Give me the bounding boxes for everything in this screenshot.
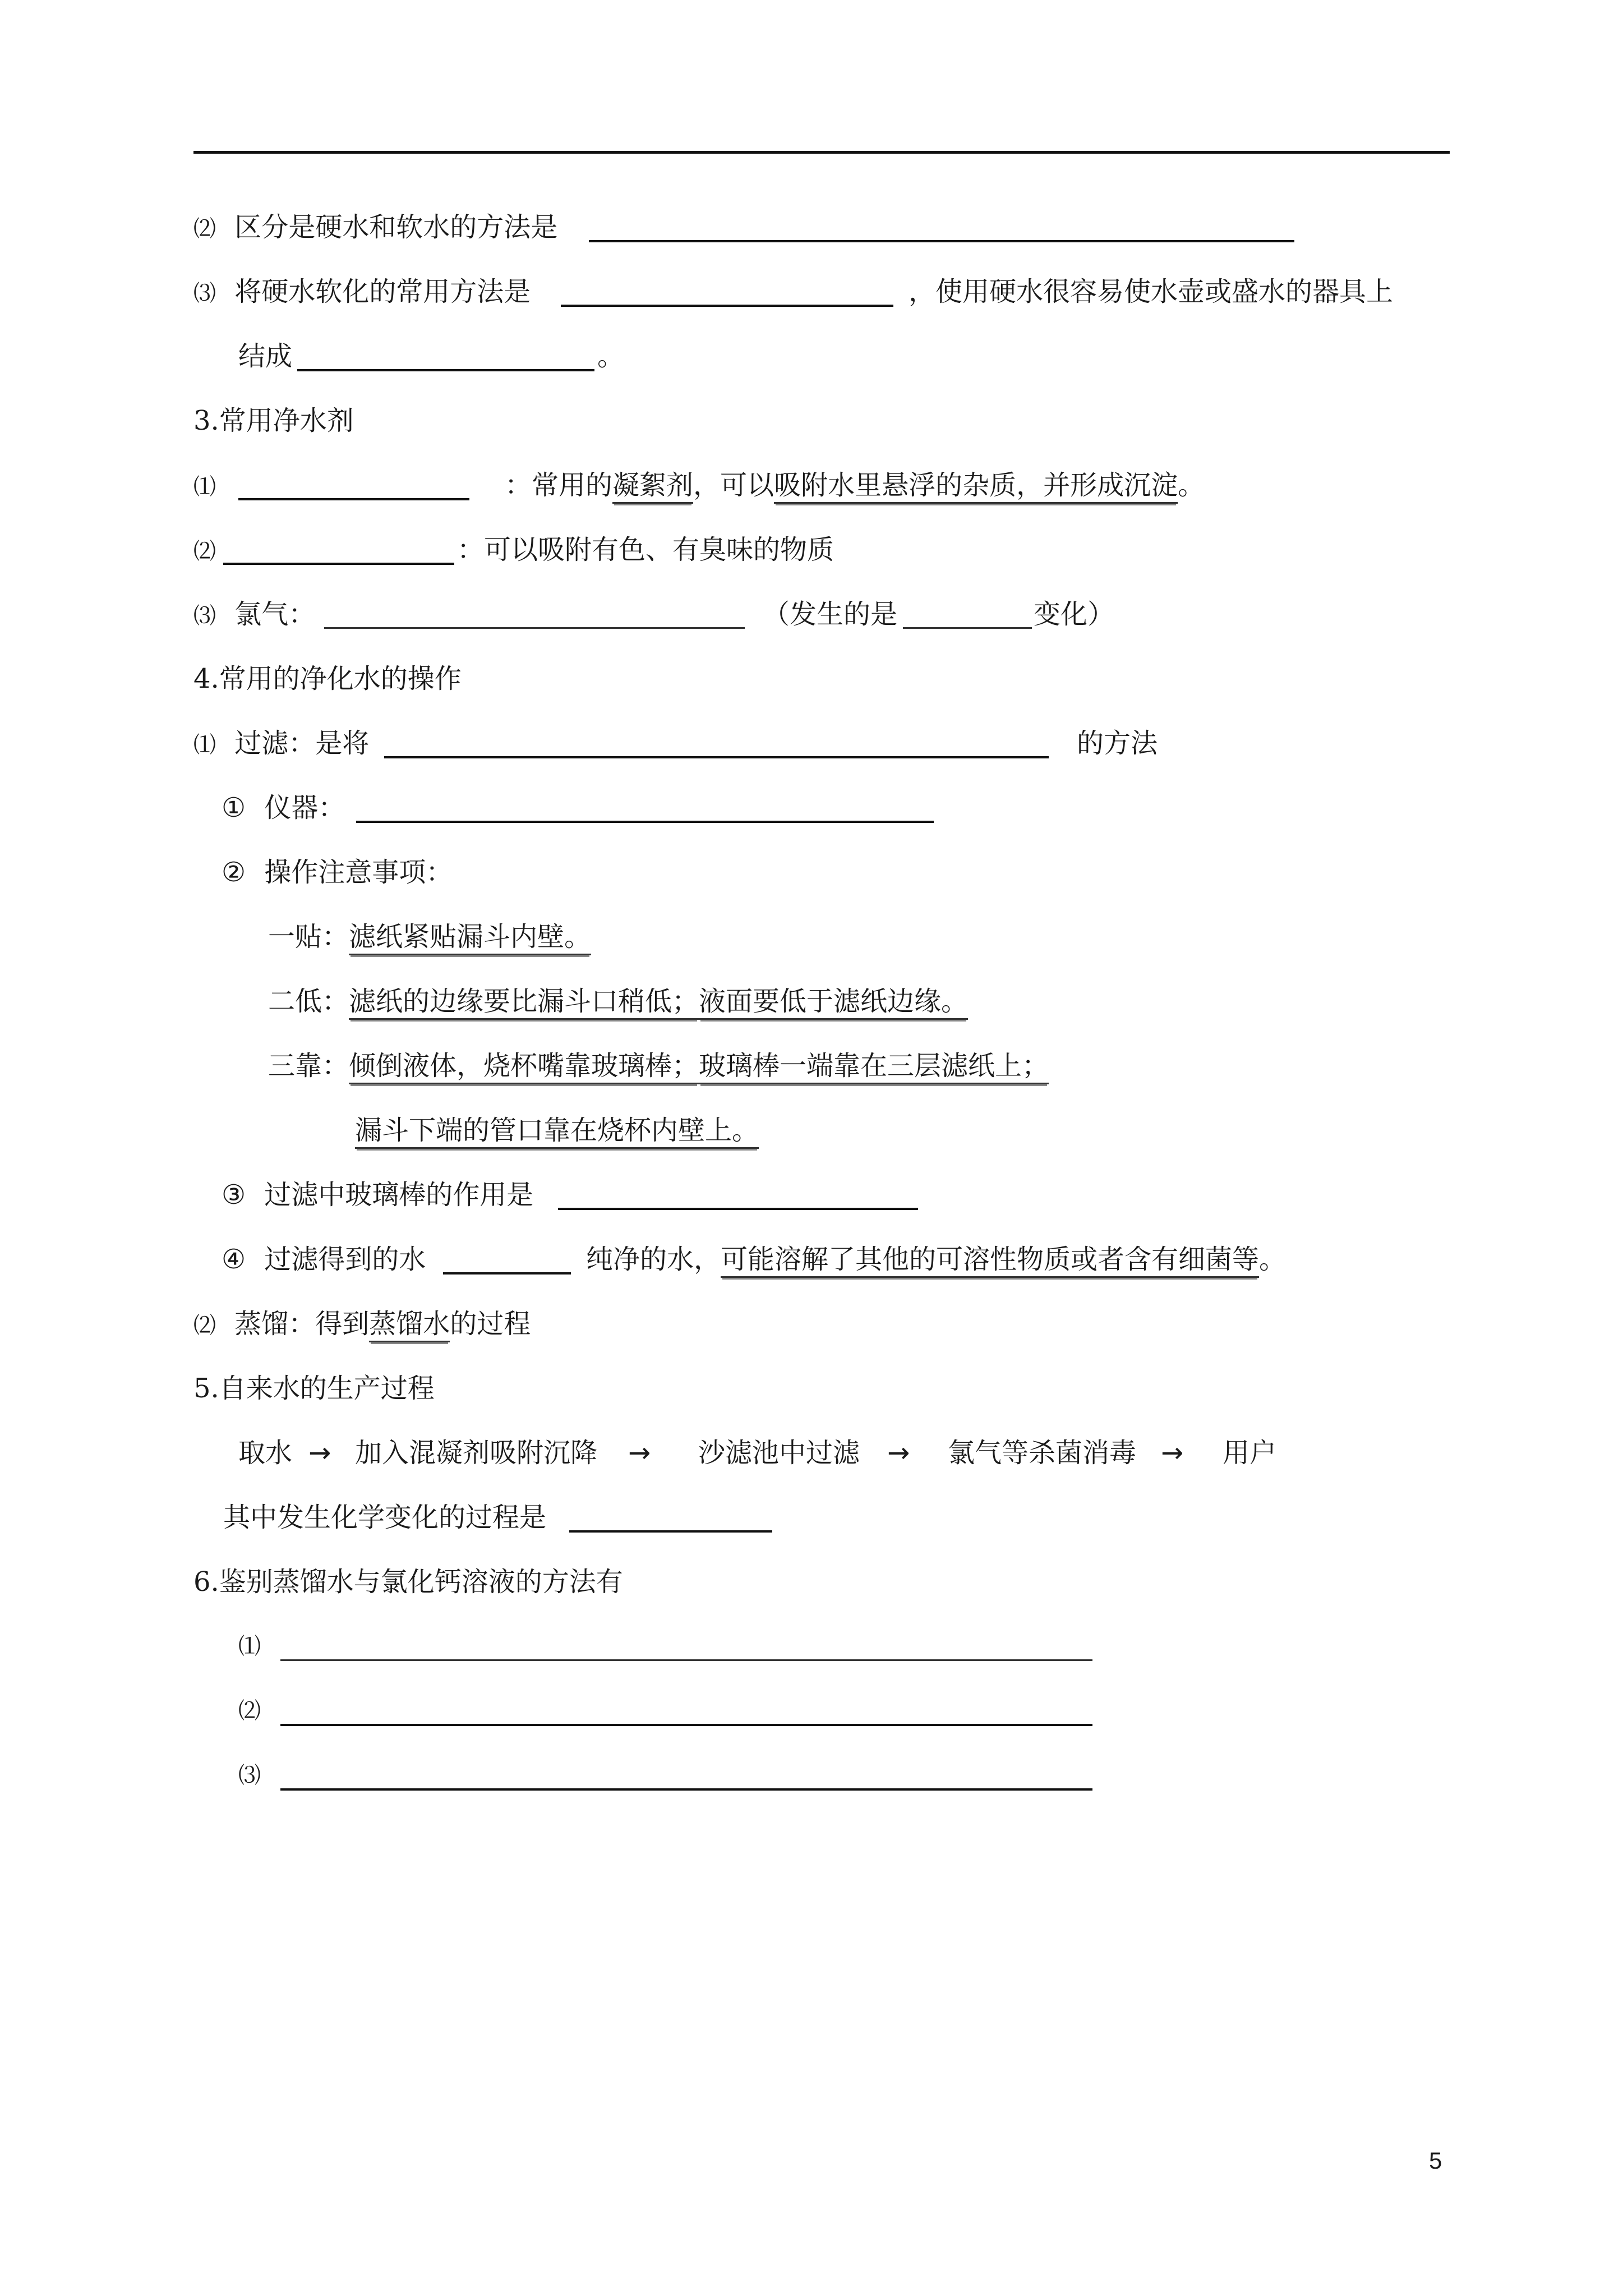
method-2-number: ⑵: [238, 1698, 261, 1724]
circled-number: ③: [222, 1179, 246, 1211]
question-text-tail: ，使用硬水很容易使水壶或盛水的器具上: [909, 276, 1394, 307]
circled-number: ②: [222, 857, 246, 888]
key-description: 吸附水里悬浮的杂质，并形成沉淀: [774, 470, 1178, 504]
colon: ：: [505, 470, 532, 501]
label: 过滤得到的水: [264, 1244, 426, 1275]
page-number: 5: [1429, 2147, 1442, 2174]
item-number: ⑶: [193, 280, 216, 306]
answer-text: 滤纸的边缘要比漏斗口稍低；: [349, 986, 699, 1020]
period: 。: [1178, 470, 1205, 501]
answer-blank[interactable]: [558, 1208, 918, 1210]
section-5-question: 其中发生化学变化的过程是: [223, 1502, 547, 1533]
flow-step-3: 沙滤池中过滤: [698, 1437, 860, 1469]
paren-text-b: 变化）: [1034, 599, 1115, 630]
key-term: 蒸馏水: [369, 1308, 450, 1342]
answer-blank[interactable]: [280, 1788, 1092, 1791]
answer-blank[interactable]: [223, 563, 454, 565]
flow-step-4: 氯气等杀菌消毒: [948, 1437, 1137, 1469]
question-2-2: [193, 210, 557, 244]
answer-text: 漏斗下端的管口靠在烧杯内壁上。: [355, 1115, 759, 1149]
filter-item-4-text: [586, 1243, 1286, 1276]
answer-blank[interactable]: [569, 1530, 772, 1533]
label: 二低：: [268, 986, 349, 1017]
answer-blank[interactable]: [589, 240, 1294, 242]
answer-blank[interactable]: [238, 498, 469, 500]
answer-text: 倾倒液体，烧杯嘴靠玻璃棒；: [349, 1050, 699, 1084]
yitie-row: [268, 920, 591, 954]
cont-text: 结成: [238, 341, 293, 372]
tail-text: 的方法: [1077, 728, 1158, 759]
item-3-2: [193, 533, 216, 567]
answer-blank[interactable]: [280, 1659, 1092, 1661]
sankao-row: [268, 1049, 1049, 1083]
header-rule: [193, 151, 1450, 154]
paren-text-a: （发生的是: [763, 599, 898, 630]
label: 过滤中玻璃棒的作用是: [264, 1179, 534, 1211]
answer-text: 滤纸紧贴漏斗内壁。: [349, 921, 591, 955]
question-text: 将硬水软化的常用方法是: [234, 276, 531, 307]
label: 一贴：: [268, 921, 349, 953]
circled-number: ④: [222, 1244, 246, 1275]
item-4-1: [193, 726, 369, 760]
filter-item-2: [222, 855, 453, 889]
answer-blank[interactable]: [356, 821, 934, 823]
key-term: 凝絮剂: [612, 470, 693, 504]
label: 过滤：是将: [234, 728, 370, 759]
method-1-number: ⑴: [238, 1634, 261, 1659]
item-3-1: [193, 468, 216, 502]
item-number: ⑴: [193, 732, 216, 758]
section-6-title: 6.鉴别蒸馏水与氯化钙溶液的方法有: [193, 1566, 623, 1598]
section-5-title: 5.自来水的生产过程: [193, 1373, 435, 1404]
arrow-right-icon: →: [308, 1437, 331, 1469]
question-text: 区分是硬水和软水的方法是: [234, 211, 558, 243]
flow-step-2: 加入混凝剂吸附沉降: [355, 1437, 598, 1469]
erdi-row: [268, 984, 968, 1018]
period: 。: [1259, 1244, 1287, 1275]
arrow-right-icon: →: [887, 1437, 910, 1469]
item-number: ⑵: [193, 1313, 216, 1338]
item-number: ⑵: [193, 539, 216, 564]
section-4-title: 4.常用的净化水的操作: [193, 663, 462, 694]
text: 纯净的水，: [586, 1244, 721, 1275]
answer-blank[interactable]: [443, 1272, 571, 1274]
arrow-right-icon: →: [628, 1437, 651, 1469]
flow-step-1: 取水: [238, 1437, 293, 1469]
item-number: ⑶: [193, 603, 216, 629]
item-3-3: [193, 597, 315, 631]
filter-item-3: [222, 1178, 533, 1212]
label: 操作注意事项：: [264, 857, 453, 888]
item-3-1-text: [505, 468, 1205, 502]
answer-blank[interactable]: [903, 627, 1032, 629]
item-4-2: [193, 1307, 531, 1341]
section-3-title: 3.常用净水剂: [193, 405, 354, 436]
label: 仪器：: [264, 792, 345, 823]
label: 蒸馏：得到: [234, 1308, 370, 1340]
question-text-cont: [238, 339, 292, 373]
sankao-row-cont: [355, 1114, 759, 1147]
tail-text: 的过程: [450, 1308, 531, 1340]
arrow-right-icon: →: [1161, 1437, 1184, 1469]
question-2-3: [193, 275, 531, 309]
text: 常用的: [532, 470, 613, 501]
answer-text: 液面要低于滤纸边缘。: [699, 986, 968, 1020]
filter-item-4: [222, 1243, 426, 1276]
answer-text: 可能溶解了其他的可溶性物质或者含有细菌等: [721, 1244, 1259, 1278]
circled-number: ①: [222, 792, 246, 823]
method-3-number: ⑶: [238, 1763, 261, 1788]
filter-item-1: [222, 791, 345, 825]
label: 氯气：: [234, 599, 316, 630]
answer-blank[interactable]: [324, 627, 745, 629]
period: 。: [597, 341, 625, 372]
answer-blank[interactable]: [384, 756, 1049, 758]
answer-text: 玻璃棒一端靠在三层滤纸上；: [699, 1050, 1049, 1084]
item-3-2-text: ：可以吸附有色、有臭味的物质: [457, 534, 834, 565]
label: 三靠：: [268, 1050, 349, 1082]
answer-blank[interactable]: [561, 305, 893, 307]
answer-blank[interactable]: [280, 1724, 1092, 1726]
text: ，可以: [693, 470, 774, 501]
answer-blank[interactable]: [297, 369, 594, 371]
item-number: ⑴: [193, 474, 216, 500]
flow-step-5: 用户: [1223, 1437, 1277, 1469]
item-number: ⑵: [193, 216, 216, 242]
